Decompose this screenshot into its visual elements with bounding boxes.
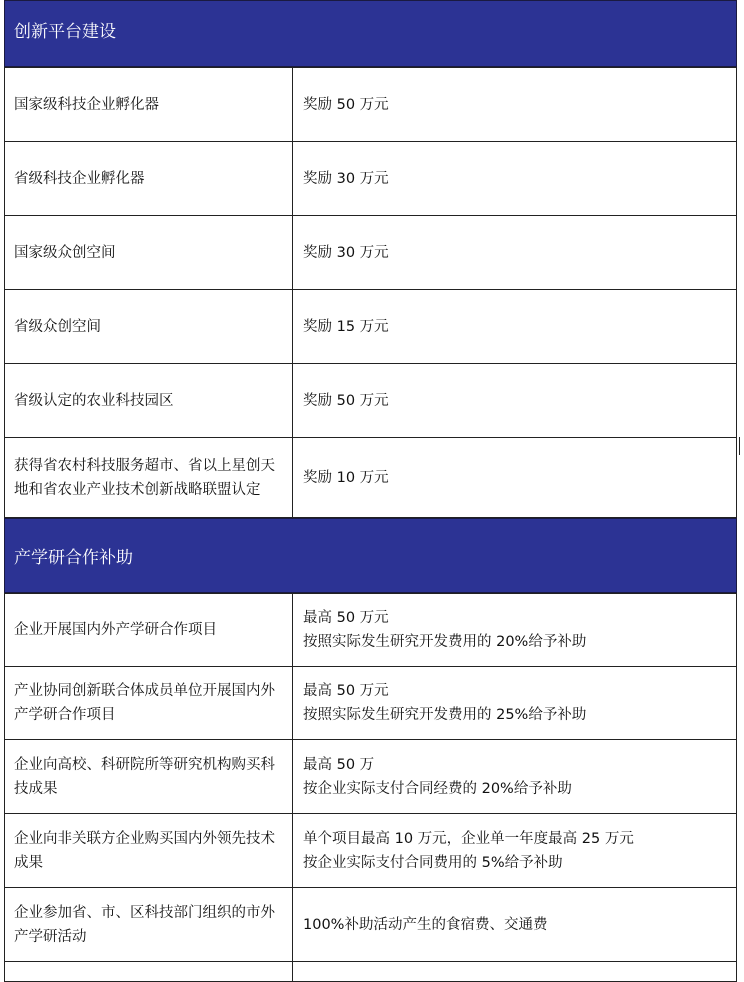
reward-cell: 奖励 50 万元 [293, 68, 737, 142]
item-cell: 国家级众创空间 [5, 216, 293, 290]
item-cell: 国家级科技企业孵化器 [5, 68, 293, 142]
section-title: 产学研合作补助 [14, 548, 133, 568]
item-cell [5, 962, 293, 982]
item-cell: 企业向非关联方企业购买国内外领先技术成果 [5, 814, 293, 888]
table-row [5, 740, 737, 814]
section-header-industry-university-research [4, 518, 737, 593]
policy-document [4, 0, 737, 982]
industry-university-research-table [4, 593, 737, 982]
table-row [5, 142, 737, 216]
reward-line: 按照实际发生研究开发费用的 20%给予补助 [303, 634, 587, 650]
item-cell: 省级众创空间 [5, 290, 293, 364]
item-cell: 获得省农村科技服务超市、省以上星创天地和省农业产业技术创新战略联盟认定 [5, 438, 293, 518]
item-cell: 产业协同创新联合体成员单位开展国内外产学研合作项目 [5, 667, 293, 740]
item-cell: 企业向高校、科研院所等研究机构购买科技成果 [5, 740, 293, 814]
reward-cell: 奖励 15 万元 [293, 290, 737, 364]
section-title: 创新平台建设 [14, 22, 116, 42]
table-row [5, 216, 737, 290]
reward-line: 按企业实际支付合同费用的 5%给予补助 [303, 854, 563, 871]
table-row [5, 364, 737, 438]
reward-line: 按照实际发生研究开发费用的 25%给予补助 [303, 707, 587, 723]
table-row [5, 290, 737, 364]
reward-line: 单个项目最高 10 万元，企业单一年度最高 25 万元 [303, 830, 634, 847]
reward-cell [293, 962, 737, 982]
innovation-platform-table [4, 67, 737, 518]
reward-line: 按企业实际支付合同经费的 20%给予补助 [303, 780, 572, 797]
table-row [5, 667, 737, 740]
item-cell: 省级认定的农业科技园区 [5, 364, 293, 438]
reward-cell [293, 667, 737, 740]
item-cell: 企业开展国内外产学研合作项目 [5, 594, 293, 667]
item-cell: 企业参加省、市、区科技部门组织的市外产学研活动 [5, 888, 293, 962]
reward-cell: 奖励 30 万元 [293, 142, 737, 216]
item-cell: 省级科技企业孵化器 [5, 142, 293, 216]
reward-cell: 奖励 10 万元 [293, 438, 737, 518]
reward-cell: 奖励 30 万元 [293, 216, 737, 290]
reward-cell [293, 888, 737, 962]
reward-line: 最高 50 万元 [303, 683, 389, 699]
text-cursor [739, 437, 740, 455]
reward-cell [293, 594, 737, 667]
table-row [5, 68, 737, 142]
table-row [5, 594, 737, 667]
table-row [5, 438, 737, 518]
table-row [5, 888, 737, 962]
table-row [5, 814, 737, 888]
reward-line: 最高 50 万 [303, 756, 375, 773]
reward-line: 最高 50 万元 [303, 610, 389, 626]
reward-cell [293, 814, 737, 888]
table-row [5, 962, 737, 982]
reward-cell: 奖励 50 万元 [293, 364, 737, 438]
section-header-innovation-platform [4, 0, 737, 67]
reward-line: 100%补助活动产生的食宿费、交通费 [303, 916, 548, 933]
reward-cell [293, 740, 737, 814]
